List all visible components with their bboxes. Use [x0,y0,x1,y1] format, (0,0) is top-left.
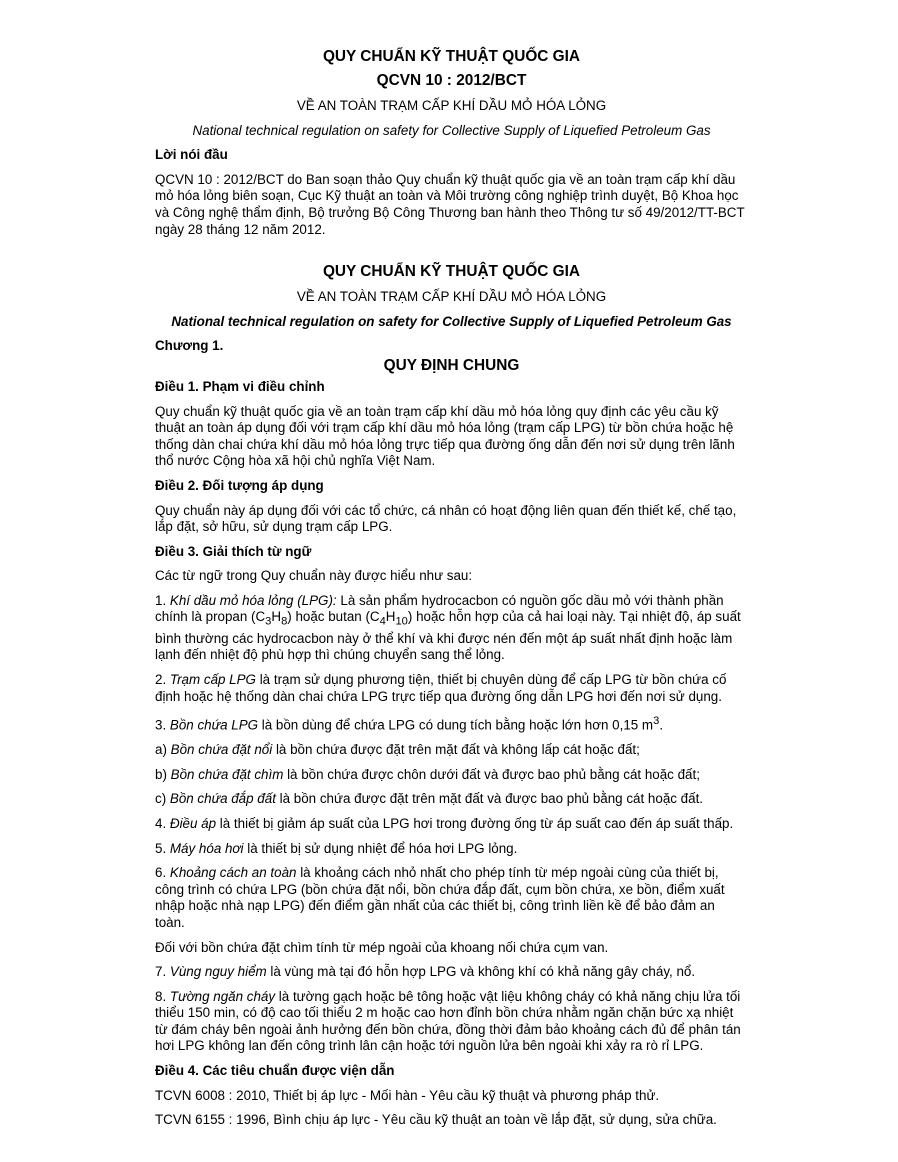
subscript: 4 [379,616,386,629]
definition-term: Bồn chứa LPG [169,717,259,733]
definition-number: 3. [155,717,167,733]
doc-title: QUY CHUẨN KỸ THUẬT QUỐC GIA [322,48,581,65]
definition-number: c) [155,791,167,807]
definition-text: ) hoặc hỗn hợp của cả hai loại này. Tại nhiệt độ, áp suất bình thường các hydrocacbon này ở thể khí và khi được nén đến một áp suất nhất định hoặc làm lạnh đến nhiệt độ phù hợp thì chúng chuyển sang thể lỏng. [155,609,741,663]
definition-number: 7. [155,964,167,980]
definition-text: ) hoặc butan (C [287,609,380,625]
definition-3 [155,713,748,734]
definition-term: Máy hóa hơi [169,840,244,856]
definition-term: Bồn chứa đặt nổi [170,742,273,758]
definition-text: là tường gạch hoặc bê tông hoặc vật liệu không cháy có khả năng chịu lửa tối thiểu 150 min, có độ cao tối thiểu 2 m hoặc cao hơn đỉnh bồn chứa nhằm ngăn chặn bức xạ nhiệt từ đám cháy bên ngoài ảnh hưởng đến bồn chứa, đồng thời đảm bảo khoảng cách đủ để phân tán hơi LPG không lan đến công trình lân cận hoặc tới nguồn lửa bên ngoài khi xảy ra rò rỉ LPG. [155,988,741,1054]
definition-number: 1. [155,592,167,608]
definition-5 [155,841,748,858]
definition-4 [155,816,748,833]
superscript: 3 [653,715,660,728]
definition-8 [155,989,748,1055]
definition-3a [155,742,748,759]
definition-term: Tường ngăn cháy [169,988,276,1004]
definition-text: là vùng mà tại đó hỗn hợp LPG và không khí có khả năng gây cháy, nổ. [266,964,696,980]
definition-term: Trạm cấp LPG [169,671,256,687]
definition-term: Khí dầu mỏ hóa lỏng (LPG): [169,592,337,608]
chapter-label: Chương 1. [155,338,224,354]
section-subtitle: VỀ AN TOÀN TRẠM CẤP KHÍ DẦU MỎ HÓA LỎNG [296,289,607,305]
article-3-intro: Các từ ngữ trong Quy chuẩn này được hiểu như sau: [155,568,473,584]
doc-code: QCVN 10 : 2012/BCT [376,72,527,89]
foreword-heading: Lời nói đầu [155,147,228,163]
definition-text: là bồn chứa được chôn dưới đất và được bao phủ bằng cát hoặc đất; [283,766,700,782]
subscript: 8 [281,616,288,629]
article-3-heading: Điều 3. Giải thích từ ngữ [155,543,312,559]
definition-text: là khoảng cách nhỏ nhất cho phép tính từ mép ngoài cùng của thiết bị, công trình có chứa LPG (bồn chứa đặt nổi, bồn chứa đắp đất, cụm bồn chứa, xe bồn, điểm xuất nhập hoặc nhà nạp LPG) đến điểm gần nhất của các thiết bị, công trình liền kề để bảo đảm an toàn. [155,865,725,930]
article-4-heading: Điều 4. Các tiêu chuẩn được viện dẫn [155,1063,395,1079]
definition-text: H [385,609,396,625]
definition-7 [155,964,748,981]
section-english-title: National technical regulation on safety for Collective Supply of Liquefied Petroleum Gas [171,313,732,329]
definition-text: là trạm sử dụng phương tiện, thiết bị chuyên dùng để cấp LPG từ bồn chứa cố định hoặc hệ thống dàn chai chứa LPG trực tiếp qua đường ống dẫn LPG hơi đến nơi sử dụng. [155,671,727,704]
definition-text: Là sản phẩm hydrocacbon có nguồn gốc dầu mỏ với thành phần chính là propan (C [155,592,724,625]
definition-term: Bồn chứa đắp đất [169,791,276,807]
reference-2: TCVN 6155 : 1996, Bình chịu áp lực - Yêu cầu kỹ thuật an toàn về lắp đặt, sử dụng, sửa chữa. [155,1112,717,1128]
definition-number: 2. [155,671,167,687]
definition-6 [155,865,748,931]
subscript: 10 [395,616,408,629]
definition-number: 6. [155,865,167,881]
definition-text: là bồn chứa được đặt trên mặt đất và được bao phủ bằng cát hoặc đất. [275,791,704,807]
foreword-text: QCVN 10 : 2012/BCT do Ban soạn thảo Quy chuẩn kỹ thuật quốc gia về an toàn trạm cấp khí dầu mỏ hóa lỏng biên soạn, Cục Kỹ thuật an toàn và Môi trường công nghiệp trình duyệt, Bộ Khoa học và Công nghệ thẩm định, Bộ trưởng Bộ Công Thương ban hành theo Thông tư số 49/2012/TT-BCT ngày 28 tháng 12 năm 2012. [155,171,745,237]
definition-text: . [659,717,664,733]
definition-text: là thiết bị giảm áp suất của LPG hơi trong đường ống từ áp suất cao đến áp suất thấp. [216,815,734,831]
definition-6-note: Đối với bồn chứa đặt chìm tính từ mép ngoài của khoang nối chứa cụm van. [155,939,609,955]
definition-term: Bồn chứa đặt chìm [170,766,284,782]
definition-3c [155,791,748,808]
chapter-title: QUY ĐỊNH CHUNG [383,356,520,374]
article-1-heading: Điều 1. Phạm vi điều chỉnh [155,378,325,394]
definition-term: Khoảng cách an toàn [169,865,297,881]
definition-number: b) [155,766,167,782]
definition-3b [155,767,748,784]
reference-1: TCVN 6008 : 2010, Thiết bị áp lực - Mối hàn - Yêu cầu kỹ thuật và phương pháp thử. [155,1087,660,1103]
doc-english-title: National technical regulation on safety for Collective Supply of Liquefied Petroleum Gas [192,122,711,138]
article-1-text: Quy chuẩn kỹ thuật quốc gia về an toàn trạm cấp khí dầu mỏ hóa lỏng quy định các yêu cầu kỹ thuật an toàn áp dụng đối với trạm cấp khí dầu mỏ hóa lỏng (trạm cấp LPG) từ bồn chứa hoặc hệ thống dàn chai chứa khí dầu mỏ hóa lỏng trực tiếp qua đường ống dẫn đến nơi sử dụng trên lãnh thổ nước Cộng hòa xã hội chủ nghĩa Việt Nam. [155,403,735,469]
article-2-text: Quy chuẩn này áp dụng đối với các tổ chức, cá nhân có hoạt động liên quan đến thiết kế, chế tạo, lắp đặt, sở hữu, sử dụng trạm cấp LPG. [155,502,737,535]
definition-term: Điều áp [169,815,217,831]
definition-2 [155,672,748,705]
definition-text: là thiết bị sử dụng nhiệt để hóa hơi LPG lỏng. [243,840,518,856]
definition-term: Vùng nguy hiểm [169,964,267,980]
definition-1 [155,593,748,664]
section-title: QUY CHUẨN KỸ THUẬT QUỐC GIA [322,263,581,281]
definition-text: H [271,609,282,625]
subscript: 3 [265,616,272,629]
article-2-heading: Điều 2. Đối tượng áp dụng [155,477,324,493]
definition-number: 4. [155,815,167,831]
definition-number: a) [155,742,167,758]
definition-number: 8. [155,988,167,1004]
definition-text: là bồn dùng để chứa LPG có dung tích bằng hoặc lớn hơn 0,15 m [258,717,654,733]
doc-subtitle: VỀ AN TOÀN TRẠM CẤP KHÍ DẦU MỎ HÓA LỎNG [296,98,607,113]
definition-text: là bồn chứa được đặt trên mặt đất và không lấp cát hoặc đất; [272,742,640,758]
definition-number: 5. [155,840,167,856]
